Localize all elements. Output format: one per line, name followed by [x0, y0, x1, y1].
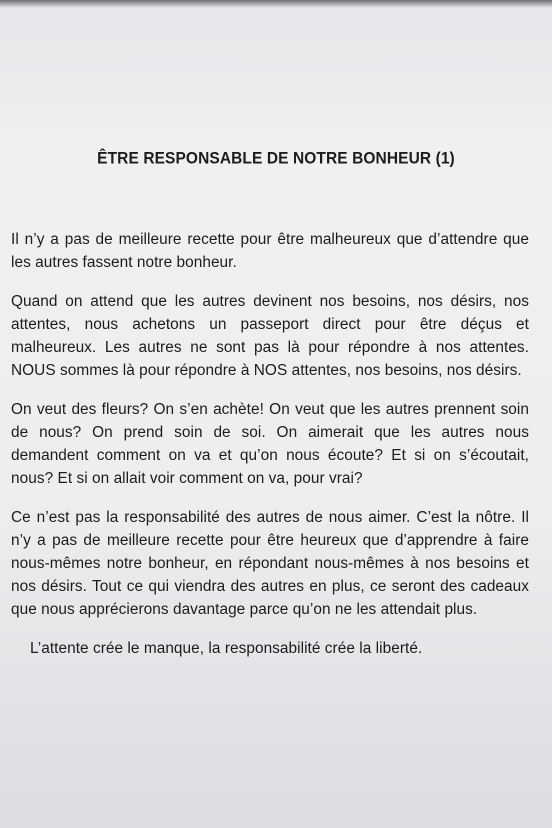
paragraph-1: Il n’y a pas de meilleure recette pour être malheureux que d’attendre que les autres fassent notre bonheur.: [11, 231, 529, 271]
paragraph-4: Ce n’est pas la responsabilité des autres de nous aimer. C’est la nôtre. Il n’y a pas de meilleure recette pour être heureux que d’apprendre à faire nous-mêmes notre bonheur, en répondant nous-mêmes à nos besoins et nos désirs. Tout ce qui viendra des autres en plus, ce seront des cadeaux que nous apprécierons davantage parce qu’on ne les attendait plus.: [11, 509, 529, 618]
paragraph-3: On veut des fleurs? On s’en achète! On veut que les autres prennent soin de nous? On prend soin de soi. On aimerait que les autres nous demandent comment on va et qu’on nous écoute? Et si on s’écoutait, nous? Et si on allait voir comment on va, pour vrai?: [11, 401, 529, 487]
document-title: ÊTRE RESPONSABLE DE NOTRE BONHEUR (1): [97, 149, 455, 168]
paragraph-2: Quand on attend que les autres devinent nos besoins, nos désirs, nos attentes, nous achetons un passeport direct pour être déçus et malheureux. Les autres ne sont pas là pour répondre à nos attentes. NOUS sommes là pour répondre à NOS attentes, nos besoins, nos désirs.: [11, 293, 529, 379]
document-body: [11, 150, 529, 676]
paragraph-5: L’attente crée le manque, la responsabilité crée la liberté.: [30, 640, 423, 657]
page-top-edge: [0, 0, 552, 8]
